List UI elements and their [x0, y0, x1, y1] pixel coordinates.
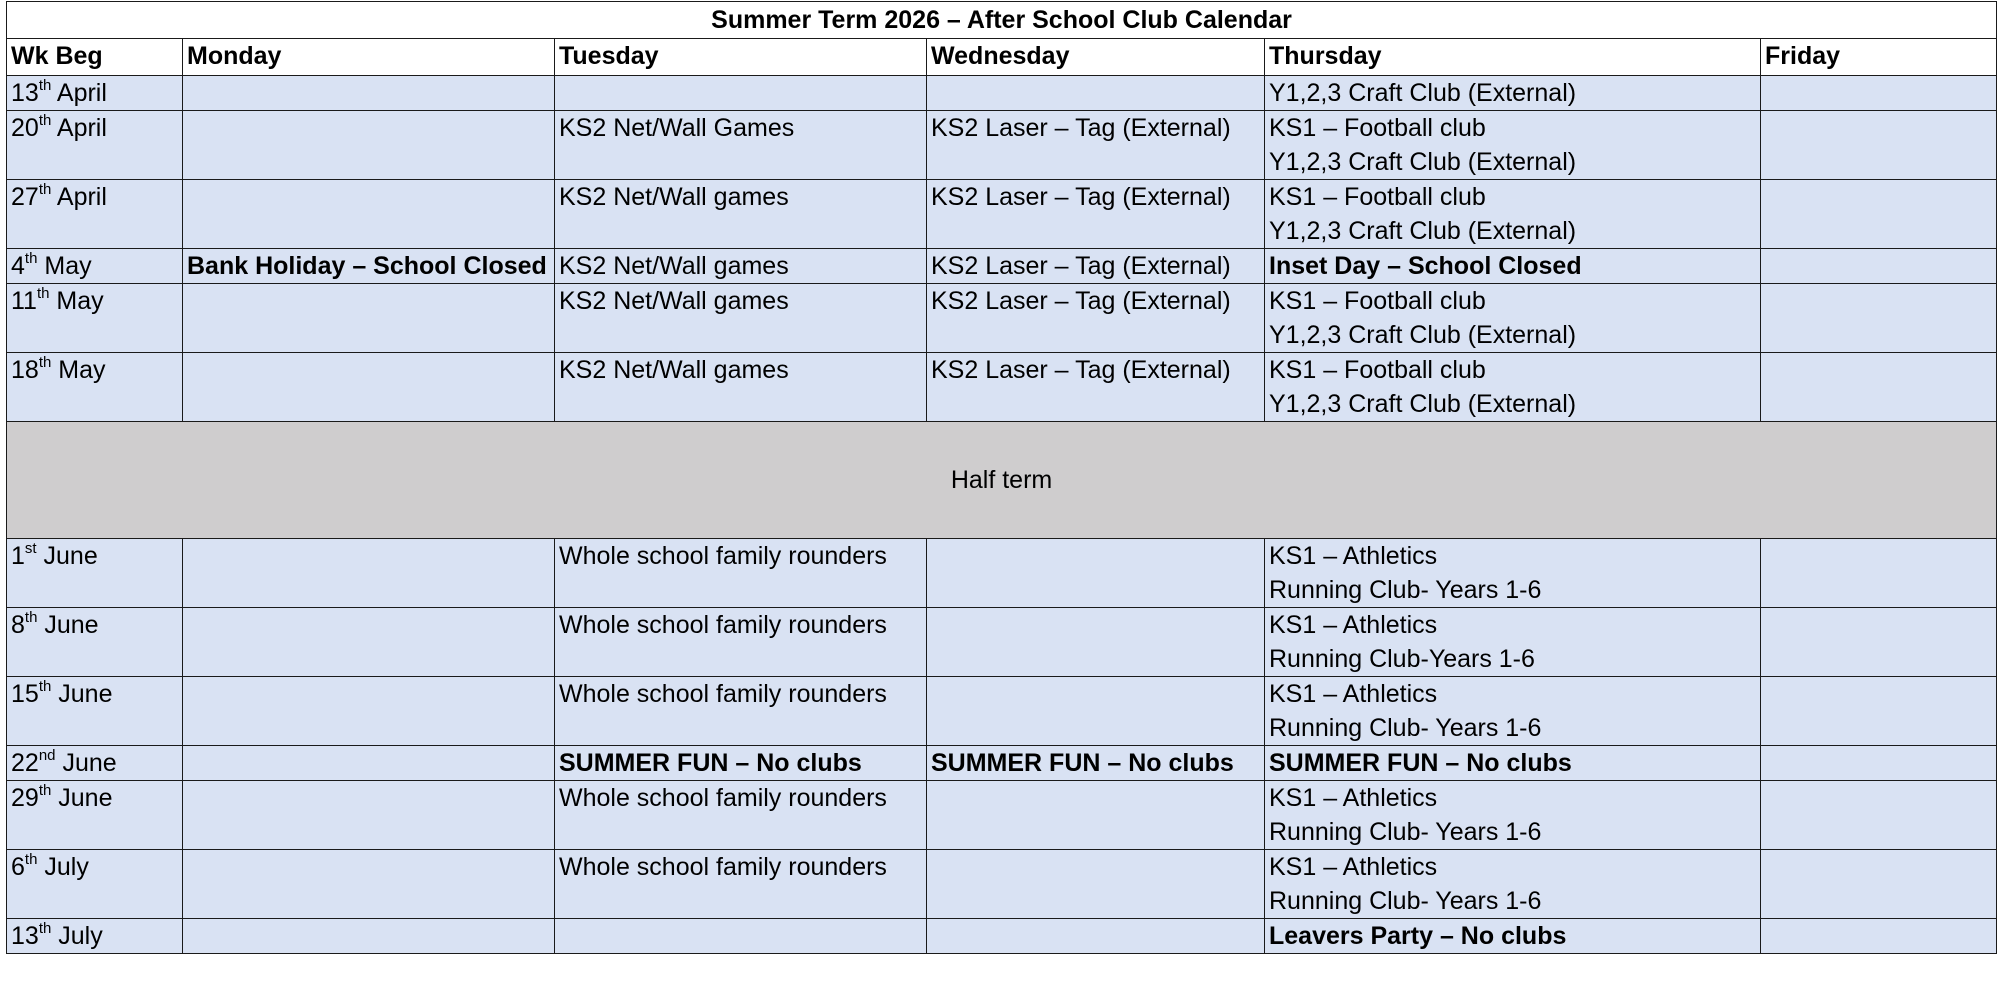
monday-cell — [183, 76, 555, 111]
monday-cell — [183, 608, 555, 677]
week-month: May — [51, 356, 106, 384]
week-beginning-cell — [7, 111, 183, 180]
monday-cell — [183, 781, 555, 850]
week-day-suffix: th — [38, 180, 52, 198]
tuesday-cell — [555, 249, 927, 284]
weeks-after-half-term — [7, 539, 1997, 954]
thursday-cell — [1265, 850, 1761, 919]
club-entry: KS1 – Athletics — [1269, 611, 1438, 639]
club-entry: KS1 – Athletics — [1269, 542, 1438, 570]
week-day-suffix: th — [24, 249, 38, 267]
week-beginning-cell — [7, 180, 183, 249]
column-header-week: Wk Beg — [7, 39, 183, 76]
calendar-title: Summer Term 2026 – After School Club Calendar — [7, 2, 1997, 39]
week-month: April — [51, 183, 107, 211]
club-entry: KS2 Net/Wall Games — [559, 114, 795, 142]
column-header-friday: Friday — [1761, 39, 1997, 76]
club-entry: SUMMER FUN – No clubs — [559, 749, 862, 777]
club-entry: KS2 Net/Wall games — [559, 252, 789, 280]
club-entry: Inset Day – School Closed — [1269, 252, 1582, 280]
week-day-number: 20 — [11, 114, 39, 142]
club-entry: Whole school family rounders — [559, 784, 887, 812]
week-month: June — [51, 784, 113, 812]
half-term-label: Half term — [7, 422, 1997, 539]
club-entry: Whole school family rounders — [559, 680, 887, 708]
club-entry: KS1 – Football club — [1269, 356, 1486, 384]
half-term-section — [7, 422, 1997, 539]
club-entry: KS1 – Athletics — [1269, 680, 1438, 708]
club-entry: KS2 Laser – Tag (External) — [931, 114, 1231, 142]
club-entry: Y1,2,3 Craft Club (External) — [1269, 321, 1577, 349]
week-row — [7, 111, 1997, 180]
wednesday-cell — [927, 180, 1265, 249]
week-day-suffix: th — [38, 111, 52, 129]
club-entry: Whole school family rounders — [559, 542, 887, 570]
monday-cell — [183, 919, 555, 954]
week-row — [7, 608, 1997, 677]
wednesday-cell — [927, 850, 1265, 919]
week-day-suffix: th — [36, 284, 50, 302]
week-day-suffix: th — [38, 781, 52, 799]
week-day-number: 27 — [11, 183, 39, 211]
week-day-number: 4 — [11, 252, 25, 280]
club-entry: KS1 – Football club — [1269, 183, 1486, 211]
friday-cell — [1761, 353, 1997, 422]
week-day-suffix: nd — [38, 746, 56, 764]
week-day-number: 18 — [11, 356, 39, 384]
weeks-before-half-term — [7, 76, 1997, 422]
thursday-cell — [1265, 284, 1761, 353]
friday-cell — [1761, 850, 1997, 919]
tuesday-cell — [555, 608, 927, 677]
club-entry: Running Club- Years 1-6 — [1269, 714, 1542, 742]
tuesday-cell — [555, 850, 927, 919]
week-beginning-cell — [7, 353, 183, 422]
monday-cell — [183, 249, 555, 284]
week-month: May — [49, 287, 104, 315]
tuesday-cell — [555, 781, 927, 850]
half-term-row — [7, 422, 1997, 539]
club-entry: KS1 – Football club — [1269, 287, 1486, 315]
thursday-cell — [1265, 608, 1761, 677]
club-entry: Leavers Party – No clubs — [1269, 922, 1567, 950]
friday-cell — [1761, 111, 1997, 180]
club-entry: KS2 Laser – Tag (External) — [931, 287, 1231, 315]
wednesday-cell — [927, 677, 1265, 746]
thursday-cell — [1265, 76, 1761, 111]
club-calendar-table — [6, 1, 1997, 954]
week-month: July — [51, 922, 103, 950]
friday-cell — [1761, 781, 1997, 850]
thursday-cell — [1265, 677, 1761, 746]
week-beginning-cell — [7, 284, 183, 353]
week-day-suffix: st — [24, 539, 37, 557]
monday-cell — [183, 353, 555, 422]
week-month: May — [37, 252, 92, 280]
week-row — [7, 249, 1997, 284]
week-month: June — [36, 542, 98, 570]
week-row — [7, 746, 1997, 781]
week-month: June — [55, 749, 117, 777]
header-row — [7, 39, 1997, 76]
club-entry: KS2 Net/Wall games — [559, 183, 789, 211]
week-day-suffix: th — [24, 608, 38, 626]
week-beginning-cell — [7, 539, 183, 608]
week-day-number: 6 — [11, 853, 25, 881]
monday-cell — [183, 539, 555, 608]
week-day-number: 8 — [11, 611, 25, 639]
club-entry: KS2 Laser – Tag (External) — [931, 252, 1231, 280]
week-day-suffix: th — [38, 76, 52, 94]
monday-cell — [183, 746, 555, 781]
tuesday-cell — [555, 111, 927, 180]
week-beginning-cell — [7, 76, 183, 111]
week-month: June — [51, 680, 113, 708]
friday-cell — [1761, 249, 1997, 284]
week-month: April — [51, 114, 107, 142]
week-day-number: 1 — [11, 542, 25, 570]
thursday-cell — [1265, 919, 1761, 954]
week-day-number: 29 — [11, 784, 39, 812]
week-beginning-cell — [7, 746, 183, 781]
week-beginning-cell — [7, 850, 183, 919]
tuesday-cell — [555, 919, 927, 954]
club-entry: SUMMER FUN – No clubs — [1269, 749, 1572, 777]
week-day-suffix: th — [38, 919, 52, 937]
tuesday-cell — [555, 539, 927, 608]
club-entry: KS2 Laser – Tag (External) — [931, 356, 1231, 384]
week-day-suffix: th — [38, 677, 52, 695]
wednesday-cell — [927, 539, 1265, 608]
wednesday-cell — [927, 353, 1265, 422]
week-day-number: 13 — [11, 922, 39, 950]
week-day-suffix: th — [24, 850, 38, 868]
week-beginning-cell — [7, 677, 183, 746]
thursday-cell — [1265, 746, 1761, 781]
club-entry: Whole school family rounders — [559, 853, 887, 881]
club-entry: Y1,2,3 Craft Club (External) — [1269, 148, 1577, 176]
thursday-cell — [1265, 353, 1761, 422]
week-row — [7, 919, 1997, 954]
wednesday-cell — [927, 76, 1265, 111]
week-day-number: 15 — [11, 680, 39, 708]
friday-cell — [1761, 76, 1997, 111]
wednesday-cell — [927, 111, 1265, 180]
wednesday-cell — [927, 781, 1265, 850]
club-entry: Running Club- Years 1-6 — [1269, 887, 1542, 915]
title-row — [7, 2, 1997, 39]
week-row — [7, 353, 1997, 422]
club-entry: Y1,2,3 Craft Club (External) — [1269, 79, 1577, 107]
club-entry: Running Club- Years 1-6 — [1269, 818, 1542, 846]
wednesday-cell — [927, 249, 1265, 284]
monday-cell — [183, 111, 555, 180]
wednesday-cell — [927, 608, 1265, 677]
friday-cell — [1761, 919, 1997, 954]
tuesday-cell — [555, 180, 927, 249]
week-beginning-cell — [7, 249, 183, 284]
friday-cell — [1761, 284, 1997, 353]
friday-cell — [1761, 608, 1997, 677]
monday-cell — [183, 180, 555, 249]
club-entry: KS2 Net/Wall games — [559, 356, 789, 384]
club-entry: Y1,2,3 Craft Club (External) — [1269, 217, 1577, 245]
tuesday-cell — [555, 353, 927, 422]
thursday-cell — [1265, 539, 1761, 608]
club-entry: Running Club- Years 1-6 — [1269, 576, 1542, 604]
tuesday-cell — [555, 76, 927, 111]
week-row — [7, 781, 1997, 850]
club-entry: Running Club-Years 1-6 — [1269, 645, 1535, 673]
column-header-tuesday: Tuesday — [555, 39, 927, 76]
week-beginning-cell — [7, 608, 183, 677]
week-row — [7, 284, 1997, 353]
friday-cell — [1761, 539, 1997, 608]
tuesday-cell — [555, 284, 927, 353]
thursday-cell — [1265, 781, 1761, 850]
friday-cell — [1761, 677, 1997, 746]
week-beginning-cell — [7, 919, 183, 954]
club-entry: SUMMER FUN – No clubs — [931, 749, 1234, 777]
wednesday-cell — [927, 284, 1265, 353]
club-entry: KS1 – Athletics — [1269, 784, 1438, 812]
week-row — [7, 677, 1997, 746]
week-month: April — [51, 79, 107, 107]
wednesday-cell — [927, 919, 1265, 954]
week-row — [7, 850, 1997, 919]
week-beginning-cell — [7, 781, 183, 850]
week-row — [7, 76, 1997, 111]
club-entry: KS1 – Football club — [1269, 114, 1486, 142]
week-day-number: 22 — [11, 749, 39, 777]
column-header-wednesday: Wednesday — [927, 39, 1265, 76]
club-entry: KS2 Laser – Tag (External) — [931, 183, 1231, 211]
club-entry: KS1 – Athletics — [1269, 853, 1438, 881]
wednesday-cell — [927, 746, 1265, 781]
tuesday-cell — [555, 746, 927, 781]
week-day-number: 11 — [11, 287, 37, 315]
club-entry: Whole school family rounders — [559, 611, 887, 639]
week-day-number: 13 — [11, 79, 39, 107]
monday-cell — [183, 284, 555, 353]
week-row — [7, 180, 1997, 249]
friday-cell — [1761, 746, 1997, 781]
week-month: June — [37, 611, 99, 639]
monday-cell — [183, 677, 555, 746]
week-month: July — [37, 853, 89, 881]
monday-cell — [183, 850, 555, 919]
friday-cell — [1761, 180, 1997, 249]
thursday-cell — [1265, 111, 1761, 180]
thursday-cell — [1265, 180, 1761, 249]
club-entry: Y1,2,3 Craft Club (External) — [1269, 390, 1577, 418]
club-entry: Bank Holiday – School Closed — [187, 252, 547, 280]
column-header-monday: Monday — [183, 39, 555, 76]
column-header-thursday: Thursday — [1265, 39, 1761, 76]
week-day-suffix: th — [38, 353, 52, 371]
tuesday-cell — [555, 677, 927, 746]
club-entry: KS2 Net/Wall games — [559, 287, 789, 315]
week-row — [7, 539, 1997, 608]
thursday-cell — [1265, 249, 1761, 284]
